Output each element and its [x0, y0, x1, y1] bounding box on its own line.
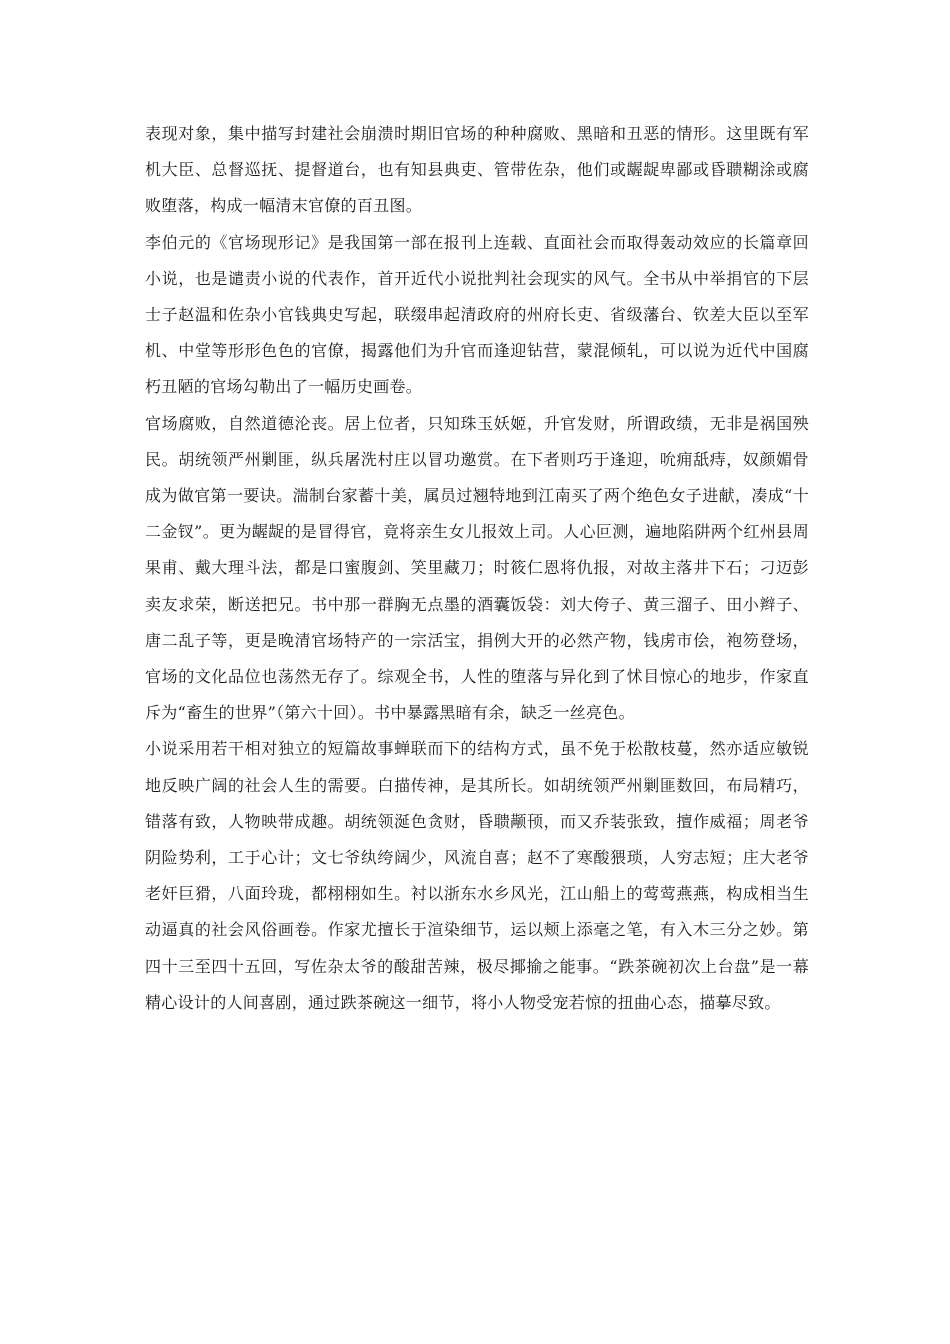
paragraph-3: 官场腐败，自然道德沦丧。居上位者，只知珠玉妖姬，升官发财，所谓政绩，无非是祸国殃民。胡统领严州剿匪，纵兵屠洗村庄以冒功邀赏。在下者则巧于逢迎，吮痈舐痔，奴颜媚骨成为做官第一要诀。湍制台家蓄十美，属员过翘特地到江南买了两个绝色女子进献，凑成“十二金钗”。更为龌龊的是冒得官，竟将亲生女儿报效上司。人心叵测，遍地陷阱两个红州县周果甫、戴大理斗法，都是口蜜腹剑、笑里藏刀；时筱仁恩将仇报，对故主落井下石；刁迈彭卖友求荣，断送把兄。书中那一群胸无点墨的酒囊饭袋：刘大侉子、黄三溜子、田小辫子、唐二乱子等，更是晚清官场特产的一宗活宝，捐例大开的必然产物，钱虏市侩，袍笏登场，官场的文化品位也荡然无存了。综观全书，人性的堕落与异化到了怵目惊心的地步，作家直斥为“畜生的世界”（第六十回）。书中暴露黑暗有余，缺乏一丝亮色。 — [145, 413, 809, 723]
document-page — [145, 116, 809, 1021]
paragraph-4: 小说采用若干相对独立的短篇故事蝉联而下的结构方式，虽不免于松散枝蔓，然亦适应敏锐地反映广阔的社会人生的需要。白描传神，是其所长。如胡统领严州剿匪数回，布局精巧，错落有致，人物映带成趣。胡统领涎色贪财，昏聩颟顸，而又乔装张致，擅作威福；周老爷阴险势利，工于心计；文七爷纨绔阔少，风流自喜；赵不了寒酸猥琐，人穷志短；庄大老爷老奸巨猾，八面玲珑，都栩栩如生。衬以浙东水乡风光，江山船上的莺莺燕燕，构成相当生动逼真的社会风俗画卷。作家尤擅长于渲染细节，运以颊上添毫之笔，有入木三分之妙。第四十三至四十五回，写佐杂太爷的酸甜苦辣，极尽揶揄之能事。“跌茶碗初次上台盘”是一幕精心设计的人间喜剧，通过跌茶碗这一细节，将小人物受宠若惊的扭曲心态，描摹尽致。 — [145, 739, 809, 1012]
paragraph-2: 李伯元的《官场现形记》是我国第一部在报刊上连载、直面社会而取得轰动效应的长篇章回小说，也是谴责小说的代表作，首开近代小说批判社会现实的风气。全书从中举捐官的下层士子赵温和佐杂小官钱典史写起，联缀串起清政府的州府长吏、省级藩台、钦差大臣以至军机、中堂等形形色色的官僚，揭露他们为升官而逢迎钻营，蒙混倾轧，可以说为近代中国腐朽丑陋的官场勾勒出了一幅历史画卷。 — [145, 232, 809, 397]
paragraph-1: 表现对象，集中描写封建社会崩溃时期旧官场的种种腐败、黑暗和丑恶的情形。这里既有军机大臣、总督巡抚、提督道台，也有知县典吏、管带佐杂，他们或龌龊卑鄙或昏聩糊涂或腐败堕落，构成一幅清末官僚的百丑图。 — [145, 124, 809, 216]
